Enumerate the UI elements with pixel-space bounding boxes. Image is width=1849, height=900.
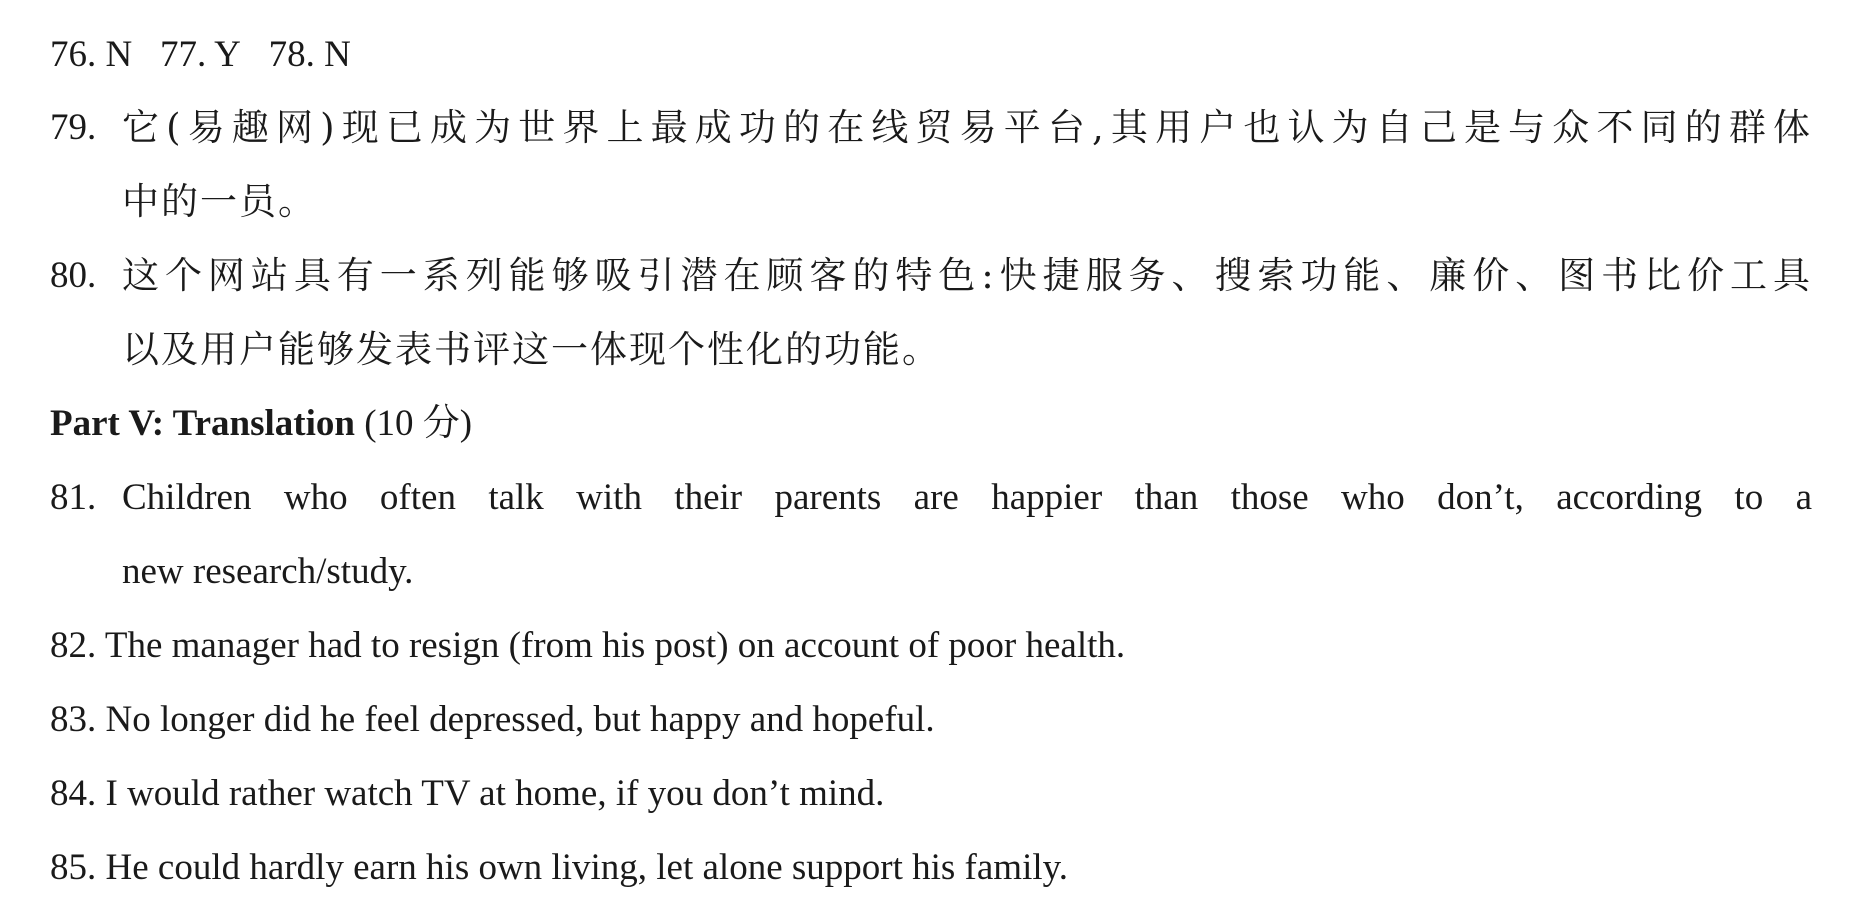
- item-80-line-1: 这个网站具有一系列能够吸引潜在顾客的特色:快捷服务、搜索功能、廉价、图书比价工具: [122, 254, 1812, 297]
- item-85: [50, 846, 1068, 890]
- item-80-line-2: 以及用户能够发表书评这一体现个性化的功能。: [122, 328, 941, 371]
- item-79-line-1: 它(易趣网)现已成为世界上最成功的在线贸易平台,其用户也认为自己是与众不同的群体: [122, 106, 1812, 149]
- section-score: (10 分): [364, 403, 473, 444]
- item-84: [50, 772, 884, 816]
- item-80-number: 80.: [50, 255, 97, 296]
- item-85-text: He could hardly earn his own living, let alone support his family.: [105, 847, 1068, 888]
- item-81-line-1: Children who often talk with their parents are happier than those who don’t, according to a: [122, 477, 1812, 518]
- answer-77: 77. Y: [159, 34, 241, 75]
- section-heading: [50, 402, 472, 446]
- item-79-number: 79.: [50, 107, 97, 148]
- short-answers-row: [50, 33, 351, 77]
- item-82: [50, 624, 1125, 668]
- item-82-text: The manager had to resign (from his post) on account of poor health.: [104, 625, 1126, 666]
- item-84-text: I would rather watch TV at home, if you don’t mind.: [105, 773, 885, 814]
- item-82-number: 82.: [50, 625, 97, 666]
- item-85-number: 85.: [50, 847, 97, 888]
- item-81-line-2: new research/study.: [122, 551, 414, 592]
- item-83-text: No longer did he feel depressed, but happy and hopeful.: [105, 699, 935, 740]
- item-83-number: 83.: [50, 699, 97, 740]
- answer-78: 78. N: [268, 34, 351, 75]
- item-81-number: 81.: [50, 477, 97, 518]
- answer-76: 76. N: [50, 34, 133, 75]
- section-title: Part V: Translation: [50, 403, 355, 444]
- item-84-number: 84.: [50, 773, 97, 814]
- item-79-line-2: 中的一员。: [122, 180, 317, 223]
- item-83: [50, 698, 935, 742]
